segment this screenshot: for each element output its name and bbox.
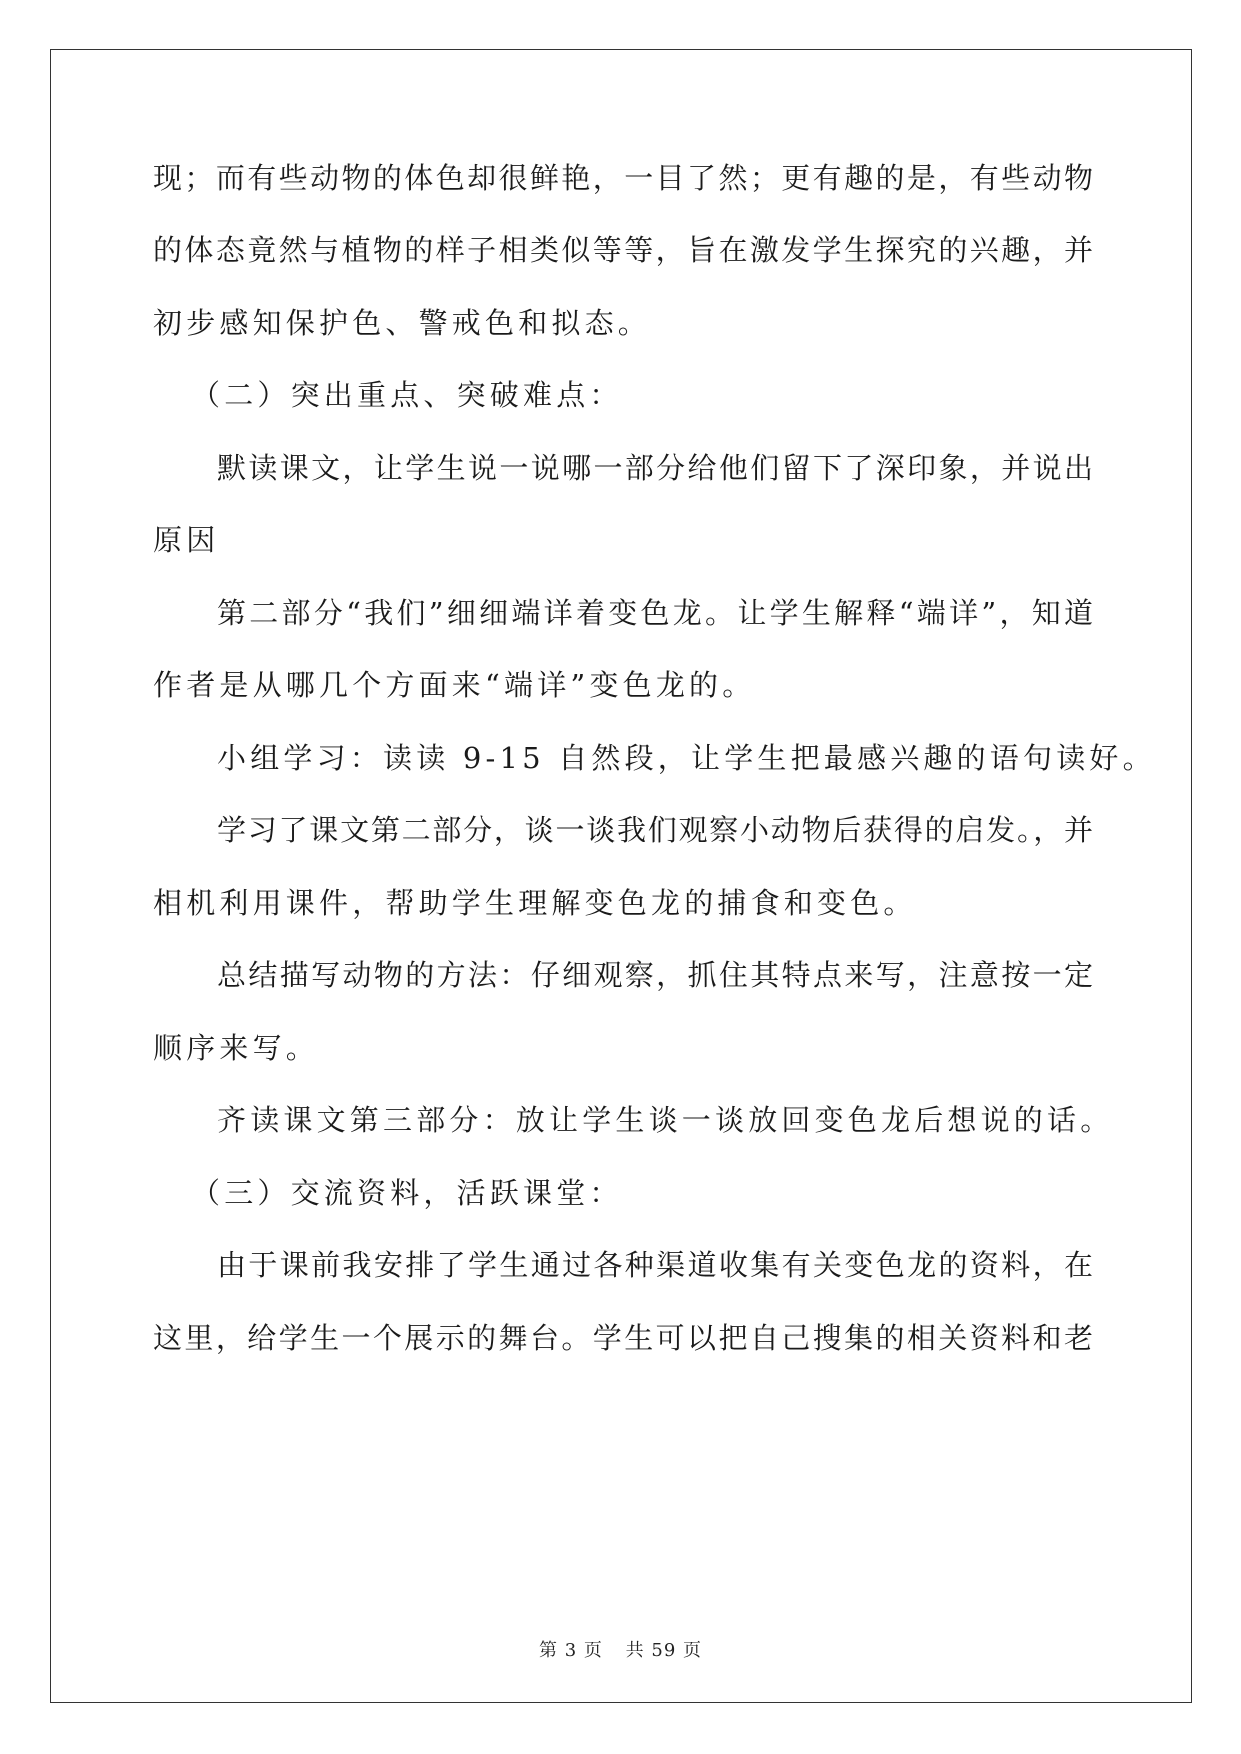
paragraph-line: 学习了课文第二部分，谈一谈我们观察小动物后获得的启发。，并 [217, 813, 1093, 847]
paragraph-line: 初步感知保护色、警戒色和拟态。 [153, 306, 652, 340]
section-heading: （三）交流资料，活跃课堂： [191, 1176, 623, 1210]
paragraph-line: 小组学习：读读 9-15 自然段，让学生把最感兴趣的语句读好。 [217, 741, 1156, 775]
page-total: 共 59 页 [625, 1640, 702, 1661]
paragraph-line: 顺序来写。 [153, 1031, 320, 1065]
paragraph-line: 第二部分“我们”细细端详着变色龙。让学生解释“端详”，知道 [217, 596, 1093, 630]
page-number: 第 3 页 [539, 1640, 603, 1661]
page-border [50, 49, 1192, 1703]
paragraph-line: 相机利用课件，帮助学生理解变色龙的捕食和变色。 [153, 886, 917, 920]
paragraph-line: 齐读课文第三部分：放让学生谈一谈放回变色龙后想说的话。 [217, 1103, 1114, 1137]
paragraph-line: 这里，给学生一个展示的舞台。学生可以把自己搜集的相关资料和老 [153, 1321, 1093, 1355]
paragraph-line: 的体态竟然与植物的样子相类似等等，旨在激发学生探究的兴趣，并 [153, 233, 1093, 267]
paragraph-line: 由于课前我安排了学生通过各种渠道收集有关变色龙的资料，在 [217, 1248, 1093, 1282]
paragraph-line: 作者是从哪几个方面来“端详”变色龙的。 [153, 668, 756, 702]
paragraph-line: 默读课文，让学生说一说哪一部分给他们留下了深印象，并说出 [217, 451, 1093, 485]
section-heading: （二）突出重点、突破难点： [191, 378, 623, 412]
page-footer [0, 1636, 1241, 1662]
paragraph-line: 原因 [153, 523, 220, 557]
paragraph-line: 总结描写动物的方法：仔细观察，抓住其特点来写，注意按一定 [217, 958, 1093, 992]
paragraph-line: 现；而有些动物的体色却很鲜艳，一目了然；更有趣的是，有些动物 [153, 161, 1093, 195]
